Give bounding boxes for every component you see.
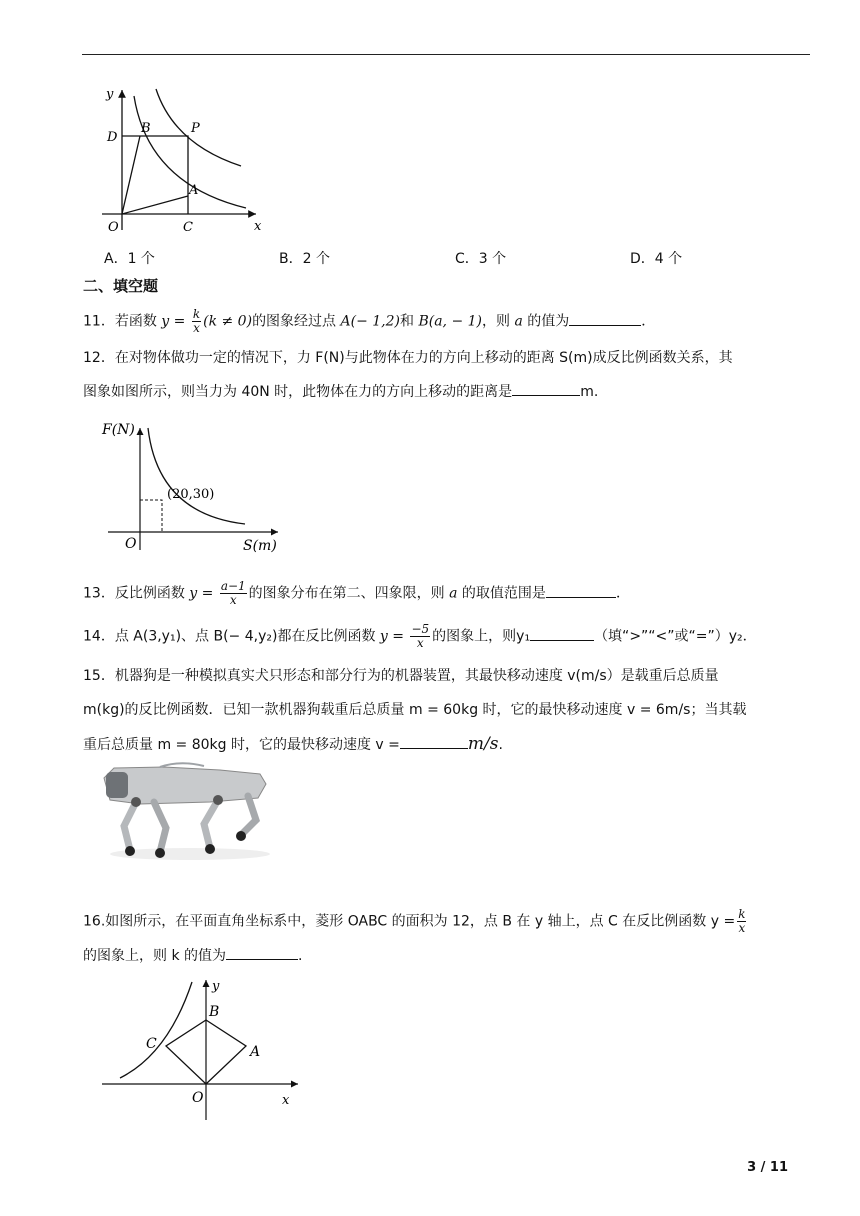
question-16-line1: 16.如图所示，在平面直角坐标系中，菱形 OABC 的面积为 12，点 B 在 y 轴上，点 C 在反比例函数 y = $\frac{k}{x}$ [83,907,746,935]
label-C: C [146,1036,157,1052]
label-F: F(N) [102,422,135,438]
option-b: B．2 个 [279,251,330,267]
label-y: y [106,87,114,102]
figure-q12-graph [100,414,290,556]
question-12-line1: 12．在对物体做功一定的情况下，力 F(N)与此物体在力的方向上移动的距离 S(m)成反比例函数关系，其 [83,350,733,366]
question-15-line2: m(kg)的反比例函数．已知一款机器狗载重后总质量 m = 60kg 时，它的最快移动速度 v = 6m/s；当其载 [83,702,747,718]
label-origin: O [125,536,137,552]
section-heading: 二、填空题 [83,277,159,295]
option-d: D．4 个 [630,251,683,267]
label-O: O [192,1090,204,1106]
label-A: A [189,183,199,198]
label-C: C [183,220,193,235]
label-B: B [209,1004,220,1020]
question-16-line2: 的图象上，则 k 的值为 . [83,945,302,966]
question-12-line2: 图象如图所示，则当力为 40N 时，此物体在力的方向上移动的距离是 m. [83,381,598,402]
answer-blank-14[interactable] [530,626,594,641]
answer-blank-11[interactable] [569,311,641,326]
option-c: C．3 个 [455,251,507,267]
label-B: B [141,121,151,136]
answer-blank-12[interactable] [512,381,580,396]
label-O: O [108,220,119,235]
answer-blank-13[interactable] [546,583,616,598]
question-15-line1: 15．机器狗是一种模拟真实犬只形态和部分行为的机器装置，其最快移动速度 v(m/s）是载重后总质量 [83,668,719,684]
robot-dog-image [100,762,280,864]
label-y: y [212,979,220,994]
question-14: 14．点 A(3,y₁)、点 B(− 4,y₂)都在反比例函数 y = $\frac{-5}{x}$ 的图象上，则y₁ （填“>”“<”或“=”）y₂． [83,622,757,650]
answer-blank-16[interactable] [226,945,298,960]
label-P: P [191,121,200,136]
question-11: 11．若函数 y = $\frac{k}{x}$ (k ≠ 0)的图象经过点 A(− 1,2)和 B(a, − 1)，则 a 的值为 ． [83,307,656,335]
question-13: 13．反比例函数 y = $\frac{a-1}{x}$ 的图象分布在第二、四象限，则 a 的取值范围是 ． [83,579,630,607]
label-x: x [282,1093,290,1108]
label-S: S(m) [243,538,277,554]
label-D: D [107,130,118,145]
figure-q16-graph [98,974,308,1126]
option-a: A．1 个 [104,251,155,267]
label-x: x [254,219,262,234]
question-15-line3: 重后总质量 m = 80kg 时，它的最快移动速度 v = m/s. [83,734,503,754]
figure-q10-graph [96,84,266,238]
label-point: (20,30) [167,487,215,502]
page-number: 3 / 11 [747,1160,788,1175]
label-A: A [250,1044,261,1060]
header-rule [82,54,810,55]
answer-blank-15[interactable] [400,734,468,749]
